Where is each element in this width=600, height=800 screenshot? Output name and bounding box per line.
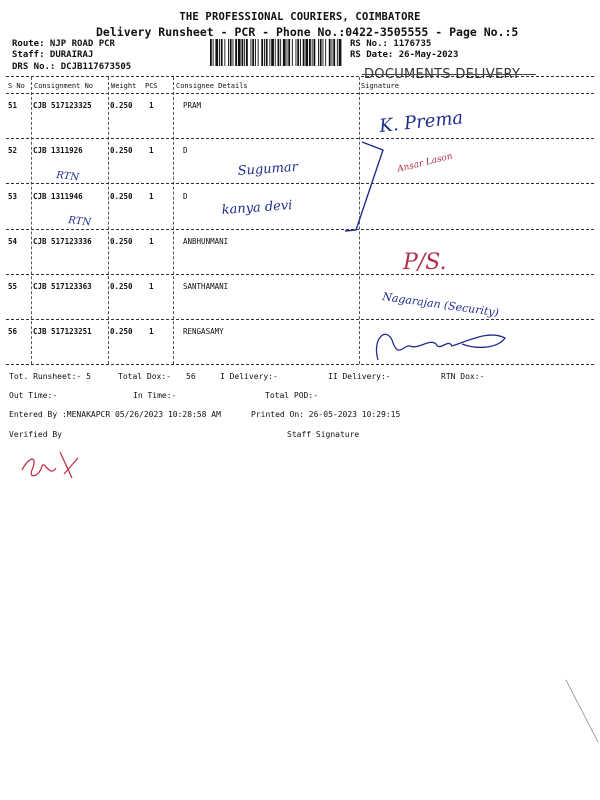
i-delivery: I Delivery:- xyxy=(220,372,278,381)
row-sno: 53 xyxy=(8,192,18,201)
signature-55: Nagarajan (Security) xyxy=(381,290,500,320)
row-weight: 0.250 xyxy=(110,192,133,201)
row-pcs: 1 xyxy=(149,282,154,291)
staff-signature: Staff Signature xyxy=(287,430,360,439)
total-dox-label: Total Dox:- xyxy=(118,372,171,381)
col-pcs: PCS xyxy=(145,82,158,90)
rtn-dox: RTN Dox:- xyxy=(441,372,485,381)
row-pcs: 1 xyxy=(149,192,154,201)
col-consignment: Consignment No xyxy=(34,82,94,90)
out-time: Out Time:- xyxy=(9,391,58,400)
row-weight: 0.250 xyxy=(110,282,133,291)
tot-runsheet: Tot. Runsheet:- 5 xyxy=(9,372,91,381)
verified-signature xyxy=(22,452,78,478)
row-consignee: RENGASAMY xyxy=(183,327,224,336)
row-consignment: CJB 1311926 xyxy=(33,146,83,155)
row-consignee: SANTHAMANI xyxy=(183,282,229,291)
handwritten-note: Ansar Lason xyxy=(396,151,454,175)
row-weight: 0.250 xyxy=(110,146,133,155)
row-consignment: CJB 517123251 xyxy=(33,327,92,336)
handwritten-name: kanya devi xyxy=(221,198,293,218)
row-pcs: 1 xyxy=(149,146,154,155)
row-consignee: D xyxy=(183,192,188,201)
row-sno: 55 xyxy=(8,282,18,291)
route-label: Route: NJP ROAD PCR xyxy=(12,39,115,49)
row-consignment: CJB 517123336 xyxy=(33,237,92,246)
ii-delivery: II Delivery:- xyxy=(328,372,391,381)
col-signature: Signature xyxy=(361,82,399,90)
documents-delivery-stamp: DOCUMENTS DELIVERY xyxy=(364,67,521,82)
printed-on: Printed On: 26-05-2023 10:29:15 xyxy=(251,410,401,419)
handwritten-name: Sugumar xyxy=(237,159,299,179)
row-consignment: CJB 1311946 xyxy=(33,192,83,201)
rtn-mark: RTN xyxy=(55,170,80,184)
scan-line xyxy=(566,680,598,742)
row-consignee: D xyxy=(183,146,188,155)
verified-by: Verified By xyxy=(9,430,62,439)
rs-date: RS Date: 26-May-2023 xyxy=(350,50,459,60)
bracket-mark xyxy=(345,142,383,231)
rs-number: RS No.: 1176735 xyxy=(350,39,432,49)
row-pcs: 1 xyxy=(149,101,154,110)
col-weight: Weight xyxy=(111,82,137,90)
row-pcs: 1 xyxy=(149,237,154,246)
company-title: THE PROFESSIONAL COURIERS, COIMBATORE xyxy=(179,11,421,23)
in-time: In Time:- xyxy=(133,391,177,400)
row-sno: 56 xyxy=(8,327,18,336)
col-sno: S No xyxy=(8,82,25,90)
row-pcs: 1 xyxy=(149,327,154,336)
row-sno: 52 xyxy=(8,146,18,155)
row-weight: 0.250 xyxy=(110,237,133,246)
rtn-mark: RTN xyxy=(67,215,92,229)
row-weight: 0.250 xyxy=(110,101,133,110)
row-sno: 51 xyxy=(8,101,18,110)
row-consignment: CJB 517123363 xyxy=(33,282,92,291)
drs-number: DRS No.: DCJB117673505 xyxy=(12,62,132,72)
total-pod: Total POD:- xyxy=(265,391,318,400)
row-sno: 54 xyxy=(8,237,18,246)
signature-56 xyxy=(376,334,505,360)
entered-by: Entered By :MENAKAPCR 05/26/2023 10:28:58 AM xyxy=(9,410,221,419)
row-consignment: CJB 517123325 xyxy=(33,101,92,110)
runsheet-title: Delivery Runsheet - PCR - Phone No.:0422-3505555 - Page No.:5 xyxy=(96,25,519,39)
row-consignee: PRAM xyxy=(183,101,202,110)
total-dox-value: 56 xyxy=(186,372,196,381)
col-consignee: Consignee Details xyxy=(176,82,248,90)
row-weight: 0.250 xyxy=(110,327,133,336)
signature-51: K. Prema xyxy=(378,107,465,137)
ps-mark: P/S. xyxy=(403,250,447,275)
staff-label: Staff: DURAIRAJ xyxy=(12,50,94,60)
row-consignee: ANBHUNMANI xyxy=(183,237,229,246)
